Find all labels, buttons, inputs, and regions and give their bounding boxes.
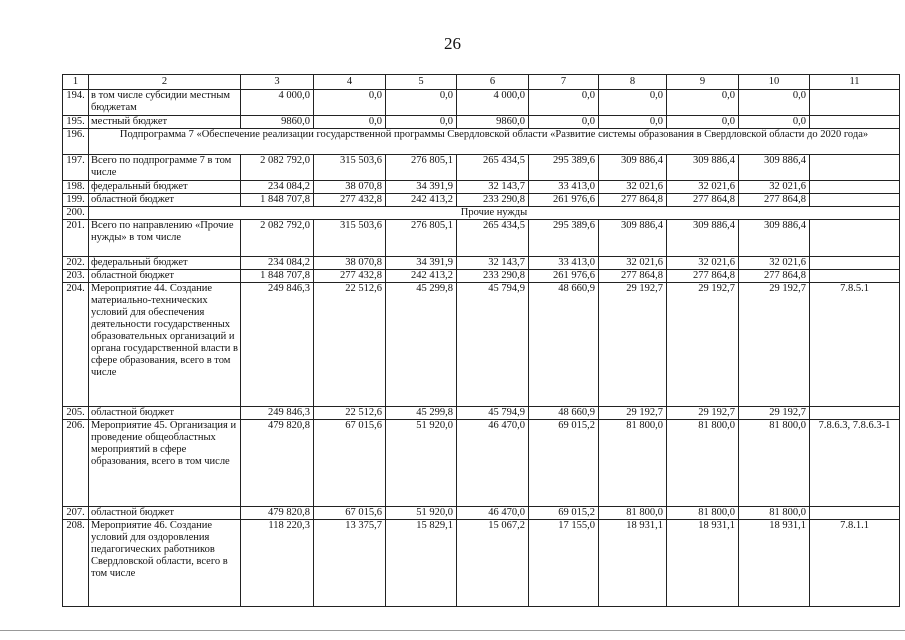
row-number: 208. bbox=[63, 520, 89, 607]
value-cell: 276 805,1 bbox=[386, 155, 457, 181]
value-cell: 9860,0 bbox=[241, 116, 314, 129]
code-cell bbox=[810, 116, 900, 129]
column-header: 7 bbox=[529, 75, 599, 90]
row-label: местный бюджет bbox=[89, 116, 241, 129]
value-cell: 18 931,1 bbox=[667, 520, 739, 607]
value-cell: 242 413,2 bbox=[386, 270, 457, 283]
row-number: 195. bbox=[63, 116, 89, 129]
value-cell: 69 015,2 bbox=[529, 420, 599, 507]
value-cell: 46 470,0 bbox=[457, 420, 529, 507]
value-cell: 29 192,7 bbox=[599, 407, 667, 420]
value-cell: 242 413,2 bbox=[386, 194, 457, 207]
value-cell: 48 660,9 bbox=[529, 283, 599, 407]
value-cell: 0,0 bbox=[667, 90, 739, 116]
value-cell: 277 864,8 bbox=[667, 194, 739, 207]
value-cell: 309 886,4 bbox=[667, 155, 739, 181]
value-cell: 309 886,4 bbox=[739, 155, 810, 181]
value-cell: 309 886,4 bbox=[739, 220, 810, 257]
value-cell: 45 299,8 bbox=[386, 283, 457, 407]
value-cell: 29 192,7 bbox=[739, 283, 810, 407]
value-cell: 29 192,7 bbox=[599, 283, 667, 407]
value-cell: 261 976,6 bbox=[529, 194, 599, 207]
table-row bbox=[63, 90, 900, 116]
value-cell: 309 886,4 bbox=[667, 220, 739, 257]
value-cell: 32 021,6 bbox=[667, 257, 739, 270]
table-row bbox=[63, 129, 900, 155]
value-cell: 315 503,6 bbox=[314, 155, 386, 181]
value-cell: 234 084,2 bbox=[241, 181, 314, 194]
bottom-rule bbox=[0, 630, 905, 631]
value-cell: 67 015,6 bbox=[314, 420, 386, 507]
code-cell bbox=[810, 155, 900, 181]
value-cell: 67 015,6 bbox=[314, 507, 386, 520]
value-cell: 18 931,1 bbox=[739, 520, 810, 607]
value-cell: 1 848 707,8 bbox=[241, 194, 314, 207]
code-cell bbox=[810, 257, 900, 270]
value-cell: 277 864,8 bbox=[599, 270, 667, 283]
value-cell: 309 886,4 bbox=[599, 220, 667, 257]
table-row bbox=[63, 283, 900, 407]
value-cell: 22 512,6 bbox=[314, 283, 386, 407]
value-cell: 38 070,8 bbox=[314, 257, 386, 270]
column-header: 5 bbox=[386, 75, 457, 90]
value-cell: 9860,0 bbox=[457, 116, 529, 129]
row-number: 207. bbox=[63, 507, 89, 520]
value-cell: 48 660,9 bbox=[529, 407, 599, 420]
table-row bbox=[63, 257, 900, 270]
value-cell: 277 864,8 bbox=[599, 194, 667, 207]
value-cell: 0,0 bbox=[386, 116, 457, 129]
row-label: Мероприятие 44. Создание материально-технических условий для обеспечения деятельности государственных образовательных организаций и органа государственной власти в сфере образования, всего в том числе bbox=[89, 283, 241, 407]
value-cell: 15 829,1 bbox=[386, 520, 457, 607]
row-label: Всего по направлению «Прочие нужды» в том числе bbox=[89, 220, 241, 257]
code-cell bbox=[810, 194, 900, 207]
value-cell: 0,0 bbox=[386, 90, 457, 116]
value-cell: 81 800,0 bbox=[739, 507, 810, 520]
code-cell bbox=[810, 220, 900, 257]
value-cell: 34 391,9 bbox=[386, 181, 457, 194]
row-number: 201. bbox=[63, 220, 89, 257]
value-cell: 33 413,0 bbox=[529, 257, 599, 270]
value-cell: 22 512,6 bbox=[314, 407, 386, 420]
code-cell bbox=[810, 181, 900, 194]
value-cell: 29 192,7 bbox=[667, 407, 739, 420]
row-label: Мероприятие 45. Организация и проведение общеобластных мероприятий в сфере образования, всего в том числе bbox=[89, 420, 241, 507]
row-number: 197. bbox=[63, 155, 89, 181]
value-cell: 34 391,9 bbox=[386, 257, 457, 270]
value-cell: 51 920,0 bbox=[386, 420, 457, 507]
value-cell: 33 413,0 bbox=[529, 181, 599, 194]
value-cell: 295 389,6 bbox=[529, 220, 599, 257]
section-heading: Прочие нужды bbox=[89, 207, 900, 220]
code-cell bbox=[810, 90, 900, 116]
code-cell bbox=[810, 507, 900, 520]
row-label: областной бюджет bbox=[89, 507, 241, 520]
value-cell: 234 084,2 bbox=[241, 257, 314, 270]
value-cell: 0,0 bbox=[529, 90, 599, 116]
value-cell: 32 143,7 bbox=[457, 181, 529, 194]
code-cell bbox=[810, 407, 900, 420]
row-number: 204. bbox=[63, 283, 89, 407]
value-cell: 233 290,8 bbox=[457, 194, 529, 207]
row-number: 199. bbox=[63, 194, 89, 207]
code-cell: 7.8.1.1 bbox=[810, 520, 900, 607]
value-cell: 265 434,5 bbox=[457, 155, 529, 181]
table-row bbox=[63, 420, 900, 507]
row-number: 198. bbox=[63, 181, 89, 194]
value-cell: 81 800,0 bbox=[599, 420, 667, 507]
column-header: 6 bbox=[457, 75, 529, 90]
header-row bbox=[63, 75, 900, 90]
row-number: 205. bbox=[63, 407, 89, 420]
value-cell: 29 192,7 bbox=[667, 283, 739, 407]
value-cell: 4 000,0 bbox=[241, 90, 314, 116]
value-cell: 51 920,0 bbox=[386, 507, 457, 520]
value-cell: 1 848 707,8 bbox=[241, 270, 314, 283]
value-cell: 0,0 bbox=[529, 116, 599, 129]
value-cell: 32 021,6 bbox=[599, 181, 667, 194]
row-label: областной бюджет bbox=[89, 194, 241, 207]
value-cell: 81 800,0 bbox=[599, 507, 667, 520]
column-header: 9 bbox=[667, 75, 739, 90]
value-cell: 277 432,8 bbox=[314, 270, 386, 283]
value-cell: 81 800,0 bbox=[667, 507, 739, 520]
table-row bbox=[63, 207, 900, 220]
section-heading: Подпрограмма 7 «Обеспечение реализации государственной программы Свердловской области «Развитие системы образования в Свердловской области до 2020 года» bbox=[89, 129, 900, 155]
value-cell: 277 864,8 bbox=[739, 194, 810, 207]
value-cell: 0,0 bbox=[599, 90, 667, 116]
table-row bbox=[63, 507, 900, 520]
table-row bbox=[63, 407, 900, 420]
value-cell: 277 432,8 bbox=[314, 194, 386, 207]
column-header: 1 bbox=[63, 75, 89, 90]
value-cell: 0,0 bbox=[314, 116, 386, 129]
value-cell: 315 503,6 bbox=[314, 220, 386, 257]
value-cell: 277 864,8 bbox=[667, 270, 739, 283]
value-cell: 32 143,7 bbox=[457, 257, 529, 270]
value-cell: 13 375,7 bbox=[314, 520, 386, 607]
code-cell: 7.8.5.1 bbox=[810, 283, 900, 407]
value-cell: 0,0 bbox=[667, 116, 739, 129]
page-number: 26 bbox=[444, 34, 461, 53]
row-label: областной бюджет bbox=[89, 270, 241, 283]
value-cell: 277 864,8 bbox=[739, 270, 810, 283]
value-cell: 0,0 bbox=[599, 116, 667, 129]
value-cell: 479 820,8 bbox=[241, 507, 314, 520]
value-cell: 2 082 792,0 bbox=[241, 220, 314, 257]
column-header: 8 bbox=[599, 75, 667, 90]
value-cell: 479 820,8 bbox=[241, 420, 314, 507]
table-row bbox=[63, 116, 900, 129]
row-number: 200. bbox=[63, 207, 89, 220]
row-number: 196. bbox=[63, 129, 89, 155]
value-cell: 249 846,3 bbox=[241, 407, 314, 420]
value-cell: 265 434,5 bbox=[457, 220, 529, 257]
table-row bbox=[63, 194, 900, 207]
column-header: 11 bbox=[810, 75, 900, 90]
value-cell: 0,0 bbox=[739, 116, 810, 129]
value-cell: 32 021,6 bbox=[599, 257, 667, 270]
column-header: 2 bbox=[89, 75, 241, 90]
table-row bbox=[63, 155, 900, 181]
row-number: 194. bbox=[63, 90, 89, 116]
table-row bbox=[63, 181, 900, 194]
value-cell: 249 846,3 bbox=[241, 283, 314, 407]
budget-table bbox=[62, 74, 900, 607]
value-cell: 32 021,6 bbox=[667, 181, 739, 194]
row-number: 202. bbox=[63, 257, 89, 270]
value-cell: 118 220,3 bbox=[241, 520, 314, 607]
value-cell: 29 192,7 bbox=[739, 407, 810, 420]
value-cell: 261 976,6 bbox=[529, 270, 599, 283]
code-cell bbox=[810, 270, 900, 283]
value-cell: 276 805,1 bbox=[386, 220, 457, 257]
value-cell: 81 800,0 bbox=[739, 420, 810, 507]
column-header: 10 bbox=[739, 75, 810, 90]
value-cell: 45 299,8 bbox=[386, 407, 457, 420]
value-cell: 233 290,8 bbox=[457, 270, 529, 283]
value-cell: 15 067,2 bbox=[457, 520, 529, 607]
value-cell: 18 931,1 bbox=[599, 520, 667, 607]
value-cell: 46 470,0 bbox=[457, 507, 529, 520]
value-cell: 0,0 bbox=[314, 90, 386, 116]
row-label: федеральный бюджет bbox=[89, 257, 241, 270]
value-cell: 81 800,0 bbox=[667, 420, 739, 507]
value-cell: 17 155,0 bbox=[529, 520, 599, 607]
value-cell: 45 794,9 bbox=[457, 283, 529, 407]
row-label: областной бюджет bbox=[89, 407, 241, 420]
row-number: 203. bbox=[63, 270, 89, 283]
value-cell: 309 886,4 bbox=[599, 155, 667, 181]
row-number: 206. bbox=[63, 420, 89, 507]
value-cell: 2 082 792,0 bbox=[241, 155, 314, 181]
code-cell: 7.8.6.3, 7.8.6.3-1 bbox=[810, 420, 900, 507]
column-header: 3 bbox=[241, 75, 314, 90]
row-label: федеральный бюджет bbox=[89, 181, 241, 194]
column-header: 4 bbox=[314, 75, 386, 90]
value-cell: 69 015,2 bbox=[529, 507, 599, 520]
value-cell: 32 021,6 bbox=[739, 181, 810, 194]
value-cell: 0,0 bbox=[739, 90, 810, 116]
value-cell: 4 000,0 bbox=[457, 90, 529, 116]
table-body bbox=[63, 90, 900, 607]
row-label: Мероприятие 46. Создание условий для оздоровления педагогических работников Свердловской области, всего в том числе bbox=[89, 520, 241, 607]
row-label: в том числе субсидии местным бюджетам bbox=[89, 90, 241, 116]
value-cell: 295 389,6 bbox=[529, 155, 599, 181]
table-row bbox=[63, 520, 900, 607]
table-row bbox=[63, 270, 900, 283]
value-cell: 38 070,8 bbox=[314, 181, 386, 194]
row-label: Всего по подпрограмме 7 в том числе bbox=[89, 155, 241, 181]
value-cell: 45 794,9 bbox=[457, 407, 529, 420]
value-cell: 32 021,6 bbox=[739, 257, 810, 270]
table-row bbox=[63, 220, 900, 257]
